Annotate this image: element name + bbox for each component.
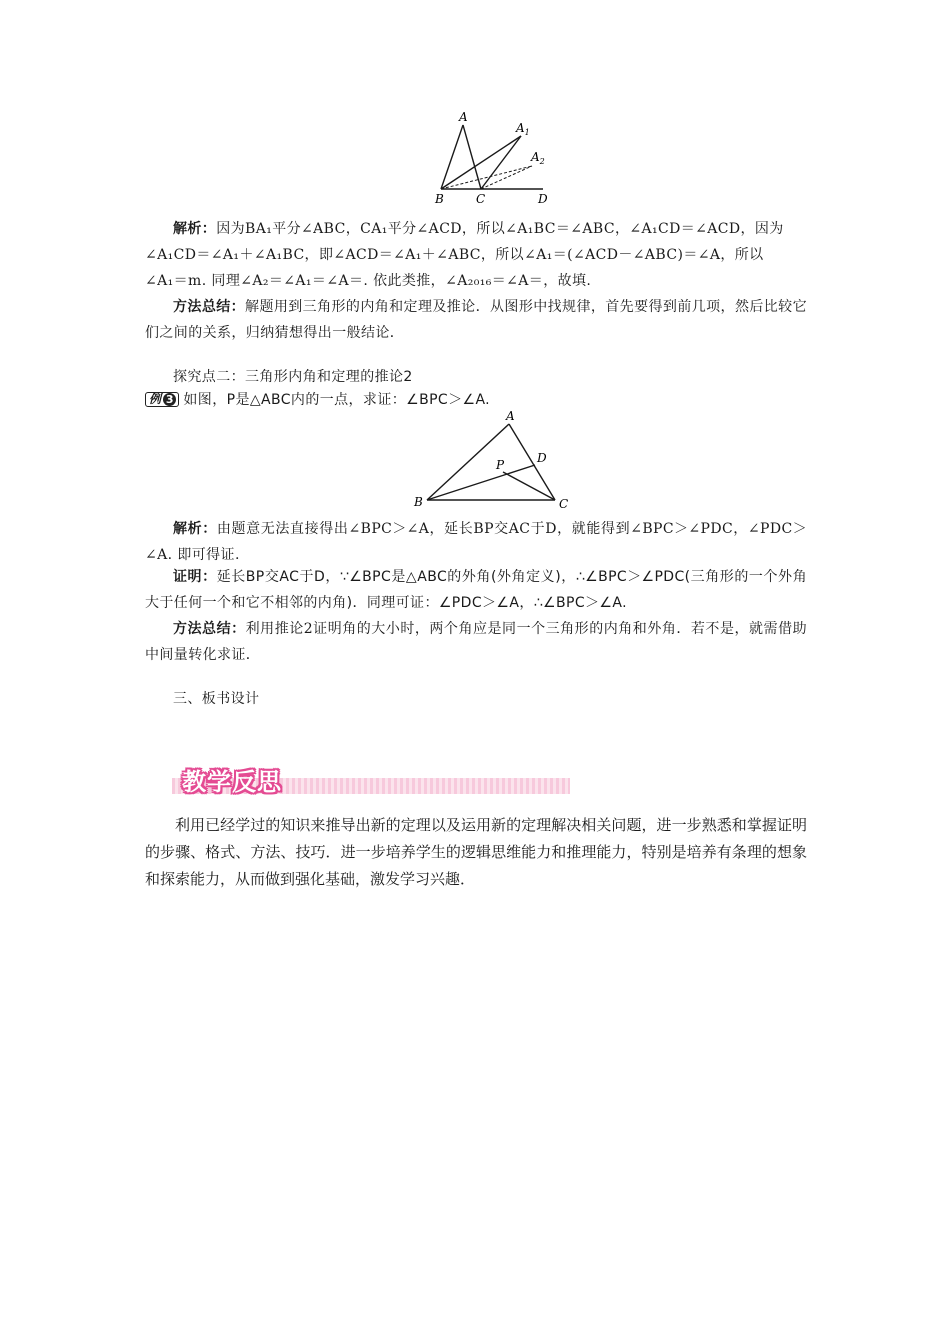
proof: [145, 564, 807, 616]
method-1-text: 解题用到三角形的内角和定理及推论．从图形中找规律，首先要得到前几项，然后比较它们之间的关系，归纳猜想得出一般结论．: [145, 299, 807, 341]
analysis-2-label: 解析：: [173, 521, 217, 537]
method-2-text: 利用推论2证明角的大小时，两个角应是同一个三角形的内角和外角．若不是，就需借助中间量转化求证．: [145, 621, 807, 663]
section-3-heading: 三、板书设计: [173, 691, 260, 707]
analysis-1-label: 解析：: [173, 221, 217, 237]
method-summary-2: [145, 616, 807, 668]
analysis-1-line3: ∠A₁＝m. 同理∠A₂＝∠A₁＝∠A＝. 依此类推，∠A₂₀₁₆＝∠A＝，故填.: [145, 273, 592, 289]
proof-label: 证明：: [173, 569, 217, 585]
label-a: A: [459, 110, 468, 124]
label-p: P: [496, 458, 505, 472]
banner-title: 教学反思: [182, 768, 282, 796]
label-a: A: [506, 409, 515, 423]
label-c: C: [559, 497, 569, 511]
example-3-text: 如图，P是△ABC内的一点，求证：∠BPC＞∠A.: [183, 392, 491, 408]
label-b: B: [435, 192, 444, 206]
method-2-label: 方法总结：: [173, 621, 246, 637]
label-c: C: [476, 192, 486, 206]
figure-triangle-bisectors: [425, 105, 570, 210]
method-summary-1: [145, 294, 807, 346]
section-2-heading: 探究点二：三角形内角和定理的推论2: [173, 369, 413, 385]
analysis-2-text: 由题意无法直接得出∠BPC＞∠A，延长BP交AC于D，就能得到∠BPC＞∠PDC，∠PDC＞∠A. 即可得证.: [145, 521, 808, 563]
analysis-1-line2: ∠A₁CD＝∠A₁＋∠A₁BC，即∠ACD＝∠A₁＋∠ABC，所以∠A₁＝(∠ACD－∠ABC)＝∠A，所以: [145, 247, 764, 263]
figure-triangle-point-p: [405, 408, 585, 513]
method-1-label: 方法总结：: [173, 299, 246, 315]
label-b: B: [414, 495, 423, 509]
label-a1: $A_1$: [516, 121, 530, 137]
label-d: D: [537, 451, 547, 465]
label-a2: $A_2$: [531, 150, 545, 166]
analysis-1: [145, 216, 807, 294]
analysis-1-line1: 因为BA₁平分∠ABC，CA₁平分∠ACD，所以∠A₁BC＝∠ABC，∠A₁CD＝∠ACD，因为: [216, 221, 784, 237]
example-badge: 例 3: [145, 392, 179, 407]
analysis-2: [145, 516, 807, 568]
reflection-banner: [172, 762, 570, 794]
label-d: D: [538, 192, 548, 206]
reflection-text: 利用已经学过的知识来推导出新的定理以及运用新的定理解决相关问题，进一步熟悉和掌握证明的步骤、格式、方法、技巧．进一步培养学生的逻辑思维能力和推理能力，特别是培养有条理的想象和探索能力，从而做到强化基础，激发学习兴趣．: [145, 816, 807, 888]
proof-text: 延长BP交AC于D，∵∠BPC是△ABC的外角(外角定义)，∴∠BPC＞∠PDC(三角形的一个外角大于任何一个和它不相邻的内角)．同理可证：∠PDC＞∠A，∴∠BPC＞∠A.: [145, 569, 807, 611]
